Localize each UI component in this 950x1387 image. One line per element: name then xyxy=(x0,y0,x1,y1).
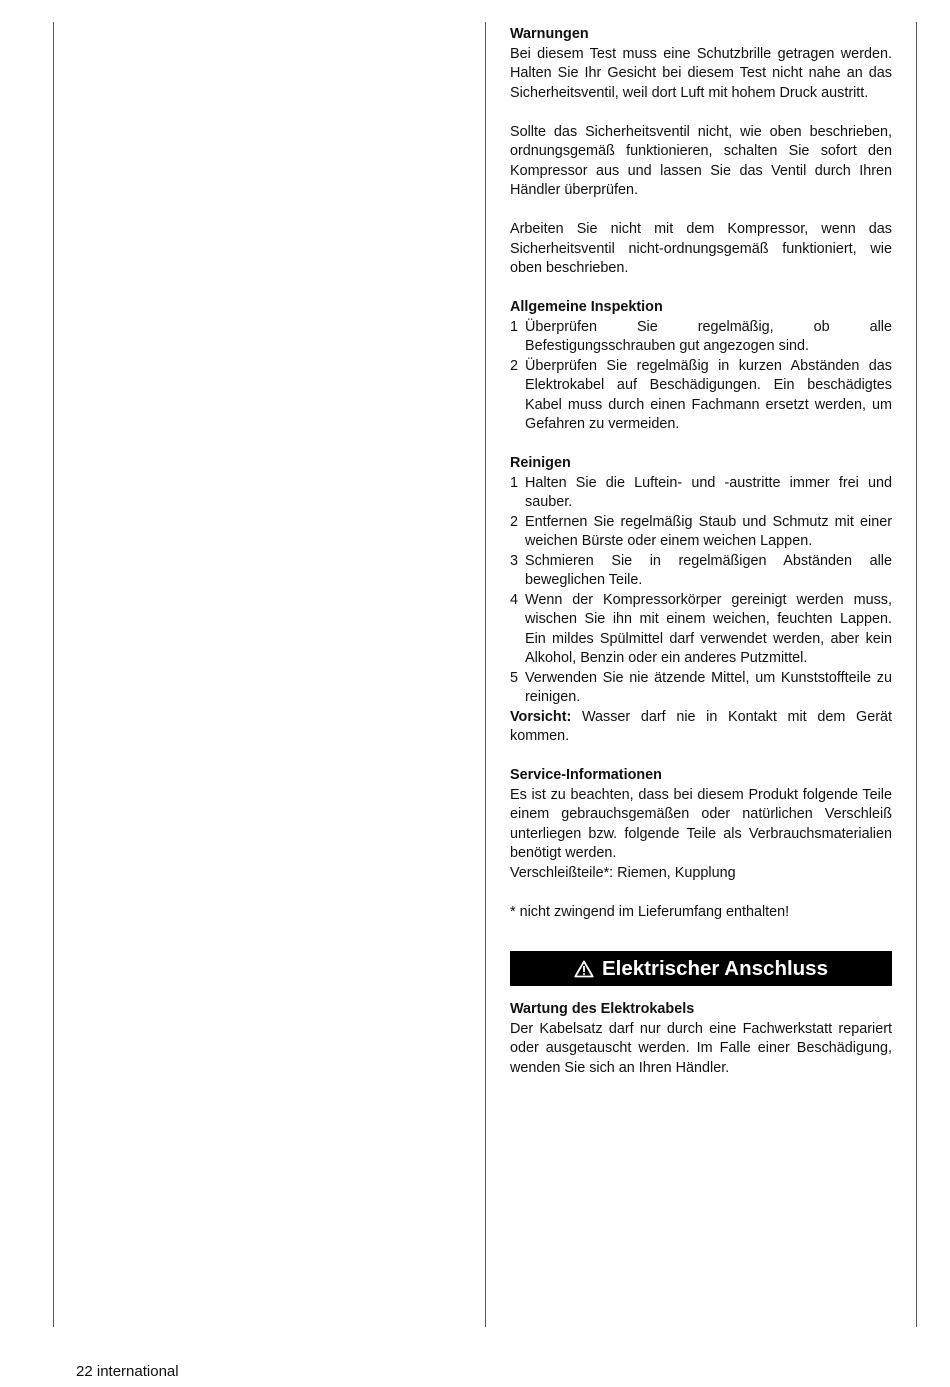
list-number: 1 xyxy=(510,318,519,335)
service-section xyxy=(510,766,892,883)
page-footer xyxy=(76,1363,179,1381)
list-number: 3 xyxy=(510,552,519,569)
left-margin-rule xyxy=(53,22,54,1327)
warnungen-paragraph-2-block xyxy=(510,123,892,201)
kabel-paragraph: Der Kabelsatz darf nur durch eine Fachwerkstatt repariert oder ausgetauscht werden. Im Falle einer Beschädigung, wenden Sie sich an Ihren Händler. xyxy=(510,1020,892,1076)
list-item-text: Entfernen Sie regelmäßig Staub und Schmutz mit einer weichen Bürste oder einem weichen Lappen. xyxy=(525,513,892,549)
kabel-section xyxy=(510,1000,892,1078)
footer-label: international xyxy=(96,1363,179,1380)
reinigen-section xyxy=(510,454,892,747)
list-item xyxy=(510,513,892,552)
list-number: 2 xyxy=(510,357,519,374)
list-number: 2 xyxy=(510,513,519,530)
list-item xyxy=(510,552,892,591)
list-item-text: Schmieren Sie in regelmäßigen Abständen alle beweglichen Teile. xyxy=(525,552,892,588)
kabel-heading: Wartung des Elektrokabels xyxy=(510,1001,695,1017)
warnungen-paragraph-3-block xyxy=(510,220,892,279)
list-item-text: Verwenden Sie nie ätzende Mittel, um Kunststoffteile zu reinigen. xyxy=(525,669,892,705)
list-number: 1 xyxy=(510,474,519,491)
warnungen-paragraph-1: Bei diesem Test muss eine Schutzbrille getragen werden. Halten Sie Ihr Gesicht bei diesem Test nicht nahe an das Sicherheitsventil, weil dort Luft mit hohem Druck austritt. xyxy=(510,45,892,101)
list-item-text: Halten Sie die Luftein- und -austritte immer frei und sauber. xyxy=(525,474,892,510)
section-banner xyxy=(510,951,892,986)
list-item xyxy=(510,474,892,513)
warnungen-paragraph-3: Arbeiten Sie nicht mit dem Kompressor, wenn das Sicherheitsventil nicht-ordnungsgemäß funktioniert, wie oben beschrieben. xyxy=(510,221,892,276)
caution-note xyxy=(510,708,892,747)
list-item xyxy=(510,669,892,708)
service-heading: Service-Informationen xyxy=(510,767,662,783)
inspektion-section xyxy=(510,298,892,435)
list-item-text: Überprüfen Sie regelmäßig, ob alle Befestigungsschrauben gut angezogen sind. xyxy=(525,318,892,354)
reinigen-heading: Reinigen xyxy=(510,455,571,471)
list-number: 5 xyxy=(510,669,519,686)
service-wear-parts: Verschleißteile*: Riemen, Kupplung xyxy=(510,864,736,881)
warning-triangle-icon xyxy=(574,960,594,978)
banner-title: Elektrischer Anschluss xyxy=(602,956,828,980)
reinigen-list xyxy=(510,474,892,708)
service-footnote: * nicht zwingend im Lieferumfang enthalten! xyxy=(510,903,790,920)
warnungen-heading: Warnungen xyxy=(510,26,589,42)
right-text-column xyxy=(510,25,892,1078)
list-item-text: Überprüfen Sie regelmäßig in kurzen Abständen das Elektrokabel auf Beschädigungen. Ein beschädigtes Kabel muss durch einen Fachmann ersetzt werden, um Gefahren zu vermeiden. xyxy=(525,357,892,432)
list-item-text: Wenn der Kompressorkörper gereinigt werden muss, wischen Sie ihn mit einem weichen, feuchten Lappen. Ein mildes Spülmittel darf verwendet werden, aber kein Alkohol, Benzin oder ein anderes Putzmittel. xyxy=(525,591,892,666)
inspektion-heading: Allgemeine Inspektion xyxy=(510,299,663,315)
list-item xyxy=(510,357,892,435)
right-margin-rule xyxy=(916,22,917,1327)
list-item xyxy=(510,318,892,357)
list-item xyxy=(510,591,892,669)
caution-label: Vorsicht: xyxy=(510,708,572,725)
column-divider-rule xyxy=(485,22,486,1327)
page-number: 22 xyxy=(76,1363,93,1380)
warnungen-paragraph-2: Sollte das Sicherheitsventil nicht, wie oben beschrieben, ordnungsgemäß funktionieren, schalten Sie sofort den Kompressor aus und lassen Sie das Ventil durch Ihren Händler überprüfen. xyxy=(510,123,892,198)
caution-text: Wasser darf nie in Kontakt mit dem Gerät kommen. xyxy=(510,708,892,744)
inspektion-list xyxy=(510,318,892,435)
list-number: 4 xyxy=(510,591,519,608)
service-paragraph-1: Es ist zu beachten, dass bei diesem Produkt folgende Teile einem gebrauchsgemäßen oder natürlichen Verschleiß unterliegen bzw. folgende Teile als Verbrauchsmaterialien benötigt werden. xyxy=(510,786,892,861)
warnungen-section xyxy=(510,25,892,103)
